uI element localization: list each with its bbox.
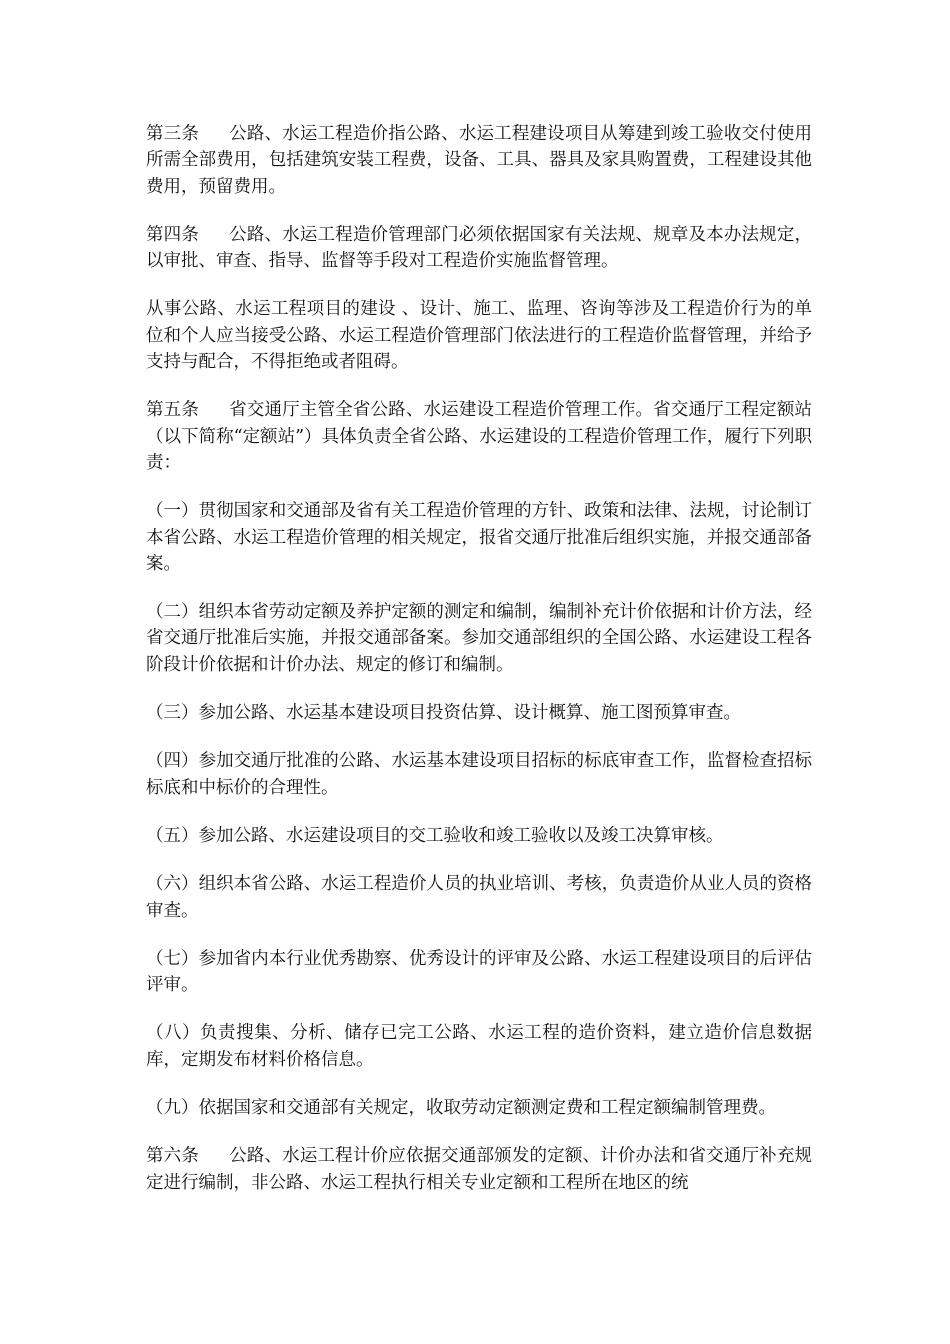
- list-item-5: [146, 823, 812, 849]
- document-body: [146, 121, 812, 1218]
- paragraph-text: （九）依据国家和交通部有关规定，收取劳动定额测定费和工程定额编制管理费。: [146, 1098, 776, 1119]
- list-item-6: [146, 871, 812, 924]
- list-item-3: [146, 700, 812, 726]
- paragraph-text: （三）参加公路、水运基本建设项目投资估算、设计概算、施工图预算审查。: [146, 703, 741, 724]
- list-item-2: [146, 599, 812, 678]
- list-item-7: [146, 946, 812, 999]
- paragraph-text: （八）负责搜集、分析、储存已完工公路、水运工程的造价资料，建立造价信息数据库，定期发布材料价格信息。: [146, 1023, 812, 1070]
- article-number: 第三条: [146, 124, 199, 144]
- paragraph-text: （二）组织本省劳动定额及养护定额的测定和编制，编制补充计价依据和计价方法，经省交通厅批准后实施，并报交通部备案。参加交通部组织的全国公路、水运建设工程各阶段计价依据和计价办法、规定的修订和编制。: [146, 602, 812, 675]
- paragraph-text: 公路、水运工程造价指公路、水运工程建设项目从筹建到竣工验收交付使用所需全部费用，包括建筑安装工程费，设备、工具、器具及家具购置费，工程建设其他费用，预留费用。: [146, 124, 812, 197]
- paragraph-text: （四）参加交通厅批准的公路、水运基本建设项目招标的标底审查工作，监督检查招标标底和中标价的合理性。: [146, 751, 812, 798]
- paragraph-article-4: [146, 222, 812, 275]
- paragraph-article-3: [146, 121, 812, 200]
- list-item-8: [146, 1020, 812, 1073]
- paragraph-text: （六）组织本省公路、水运工程造价人员的执业培训、考核，负责造价从业人员的资格审查。: [146, 874, 812, 921]
- paragraph-text: 省交通厅主管全省公路、水运建设工程造价管理工作。省交通厅工程定额站（以下简称“定额站”）具体负责全省公路、水运建设的工程造价管理工作，履行下列职责：: [146, 400, 812, 473]
- article-number: 第六条: [146, 1146, 199, 1167]
- paragraph-text: 从事公路、水运工程项目的建设 、设计、施工、监理、咨询等涉及工程造价行为的单位和个人应当接受公路、水运工程造价管理部门依法进行的工程造价监督管理，并给予支持与配合，不得拒绝或者阻碍。: [146, 299, 812, 373]
- list-item-4: [146, 748, 812, 801]
- paragraph-text: （五）参加公路、水运建设项目的交工验收和竣工验收以及竣工决算审核。: [146, 825, 724, 846]
- paragraph-text: 公路、水运工程造价管理部门必须依据国家有关法规、规章及本办法规定，以审批、审查、指导、监督等手段对工程造价实施监督管理。: [146, 224, 812, 272]
- paragraph-article-6: [146, 1143, 812, 1196]
- paragraph-article-5: [146, 397, 812, 476]
- paragraph-text: 公路、水运工程计价应依据交通部颁发的定额、计价办法和省交通厅补充规定进行编制，非公路、水运工程执行相关专业定额和工程所在地区的统: [146, 1146, 812, 1193]
- article-number: 第五条: [146, 400, 199, 421]
- list-item-1: [146, 498, 812, 577]
- list-item-9: [146, 1095, 812, 1121]
- article-number: 第四条: [146, 224, 199, 245]
- paragraph-text: （七）参加省内本行业优秀勘察、优秀设计的评审及公路、水运工程建设项目的后评估评审。: [146, 948, 812, 996]
- paragraph-article-4-cont: [146, 296, 812, 375]
- paragraph-text: （一）贯彻国家和交通部及省有关工程造价管理的方针、政策和法律、法规，讨论制订本省公路、水运工程造价管理的相关规定，报省交通厅批准后组织实施，并报交通部备案。: [146, 501, 812, 574]
